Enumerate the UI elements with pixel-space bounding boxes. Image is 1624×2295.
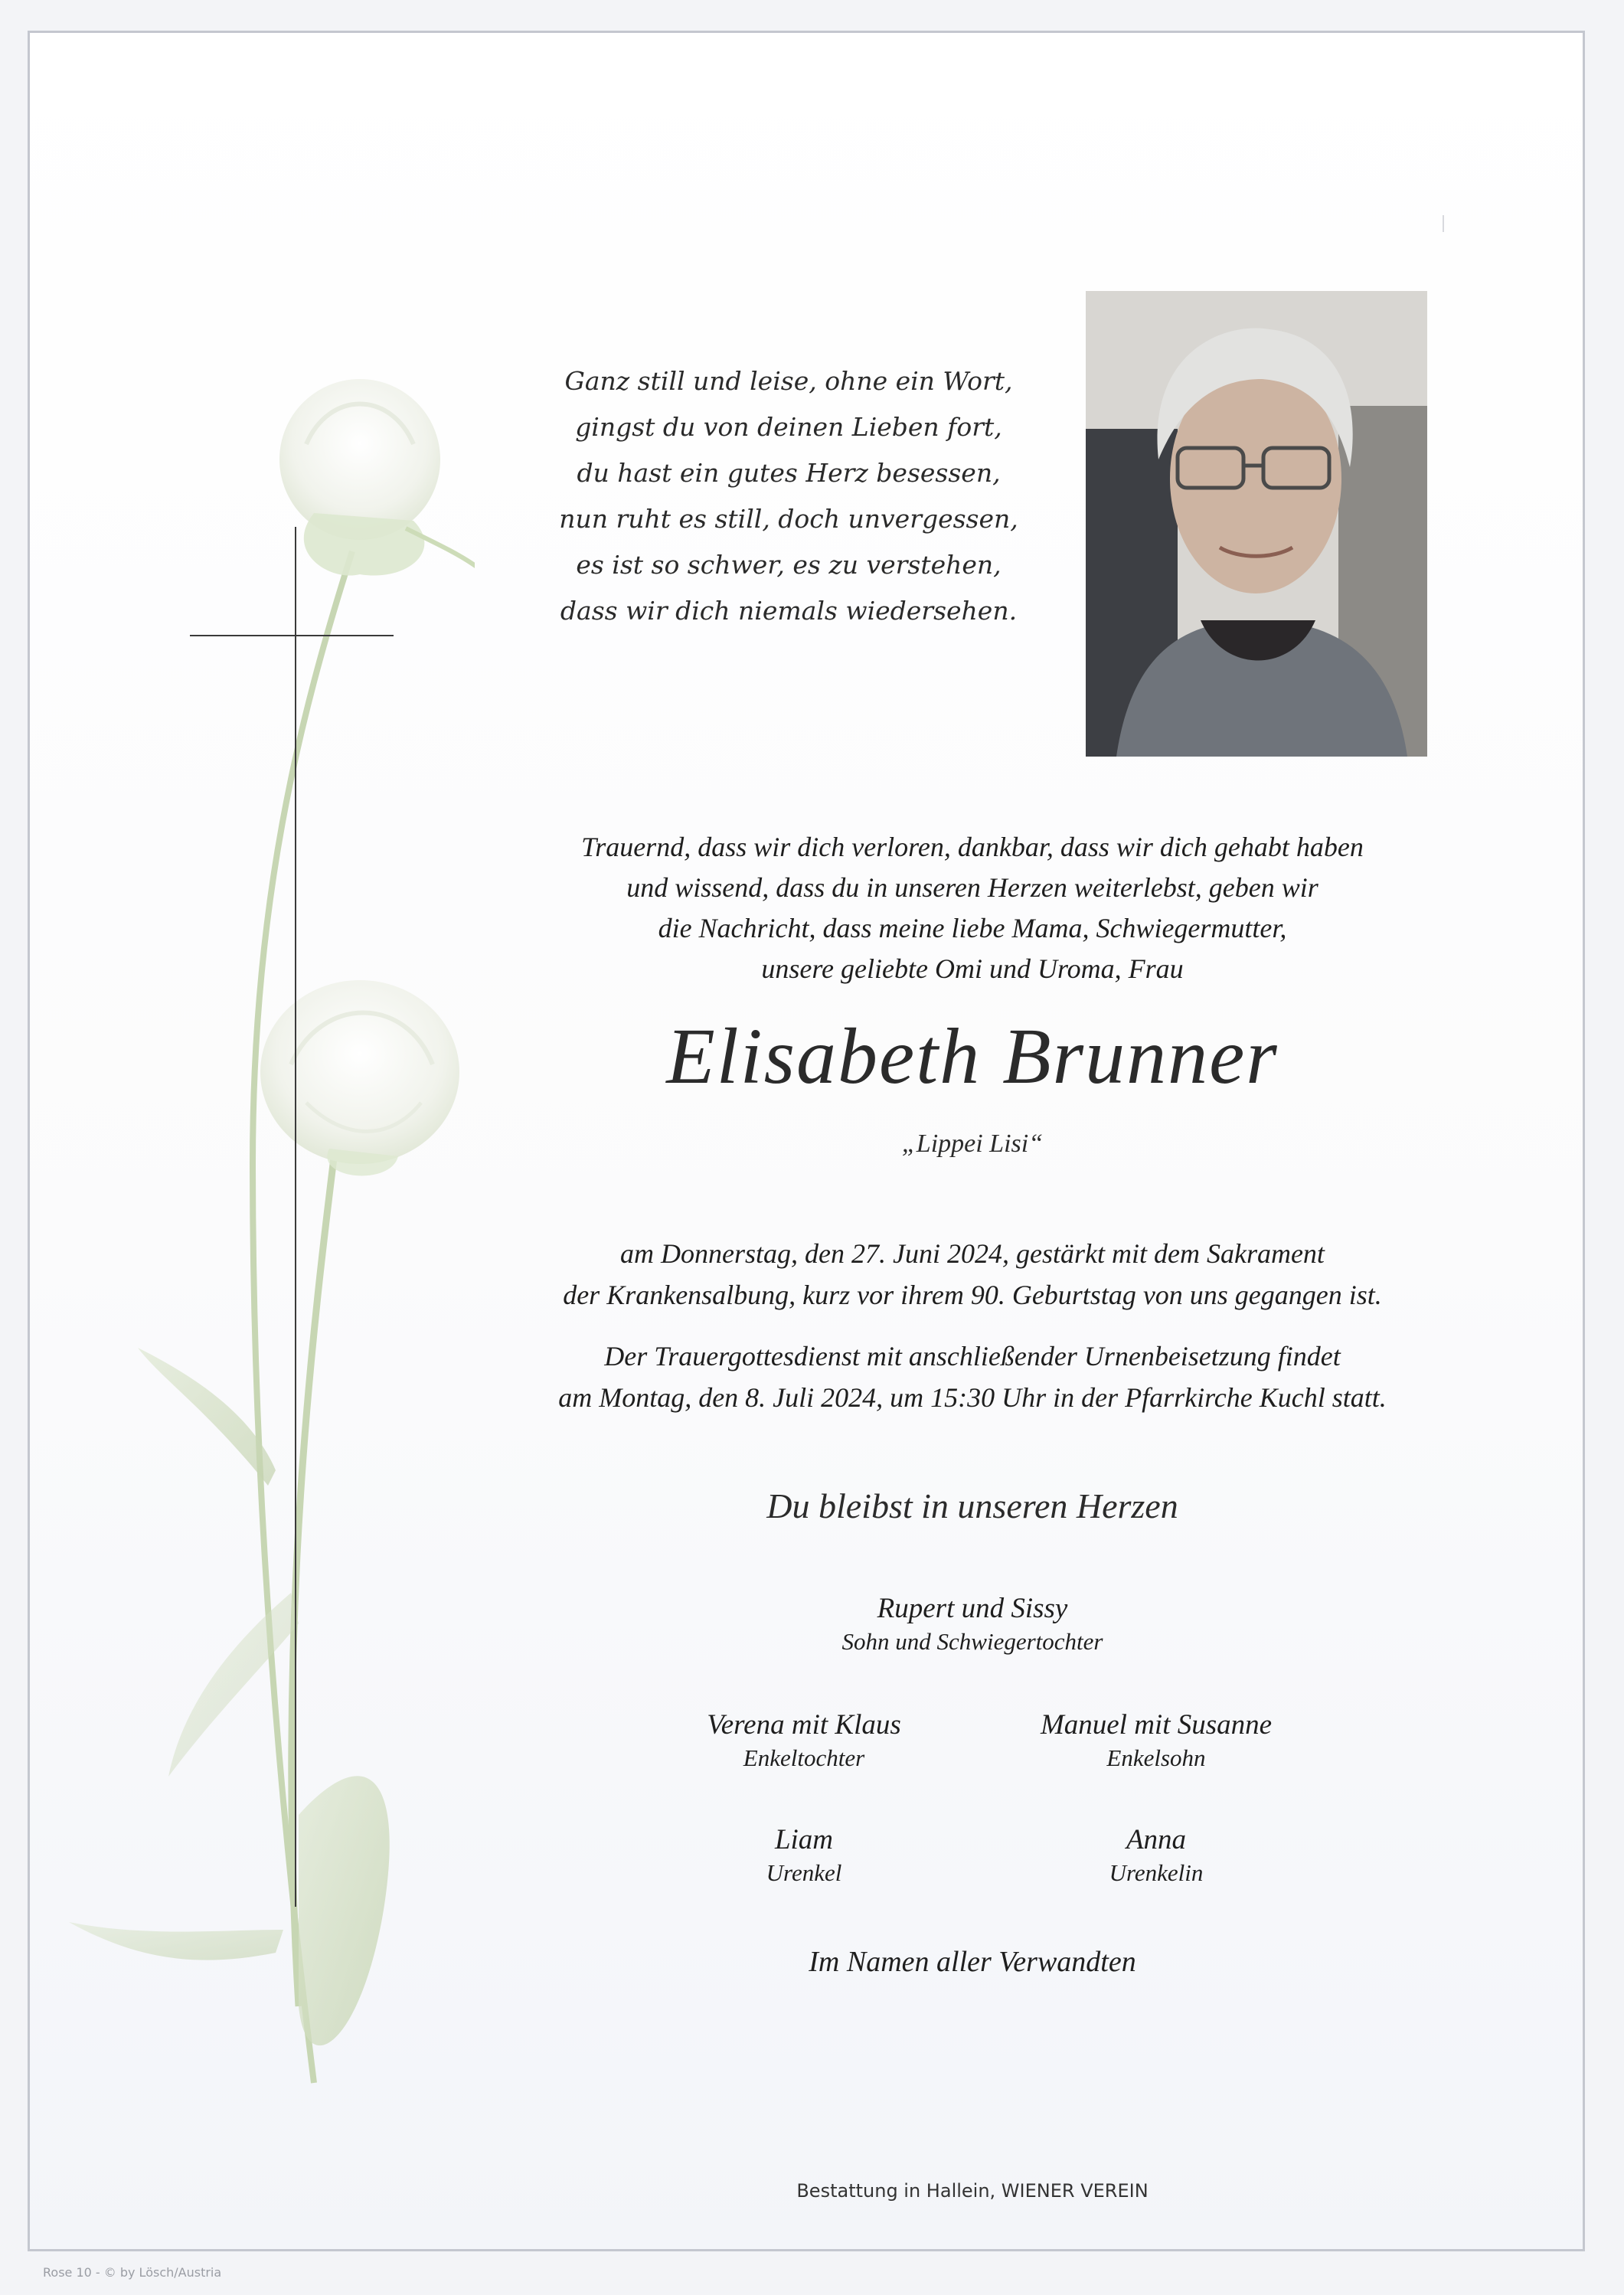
deceased-name: Elisabeth Brunner bbox=[666, 1012, 1279, 1100]
deceased-nickname: „Lippei Lisi“ bbox=[901, 1130, 1044, 1158]
intro-line: unsere geliebte Omi und Uroma, Frau bbox=[761, 953, 1184, 984]
poem-line: gingst du von deinen Lieben fort, bbox=[575, 412, 1002, 442]
mourner-rupert-sissy bbox=[704, 1591, 1240, 1657]
intro-text bbox=[429, 827, 1516, 989]
print-credit: Rose 10 - © by Lösch/Austria bbox=[43, 2265, 222, 2280]
service-line: Der Trauergottesdienst mit anschließender Urnenbeisetzung findet bbox=[604, 1341, 1341, 1371]
funeral-home: Bestattung in Hallein, WIENER VEREIN bbox=[796, 2180, 1149, 2202]
intro-line: Trauernd, dass wir dich verloren, dankbar, dass wir dich gehabt haben bbox=[581, 832, 1364, 862]
mourner-relation: Urenkel bbox=[766, 1859, 842, 1886]
closing-line: Im Namen aller Verwandten bbox=[809, 1946, 1136, 1978]
mourner-name: Liam bbox=[774, 1824, 834, 1855]
death-and-service-details bbox=[429, 1233, 1516, 1418]
deceased-portrait-photo bbox=[1086, 291, 1427, 757]
cross-horizontal bbox=[190, 635, 394, 636]
white-rose-decoration bbox=[46, 322, 475, 2159]
upper-rose bbox=[279, 379, 475, 605]
mourner-name: Rupert und Sissy bbox=[877, 1593, 1068, 1624]
mourner-name: Manuel mit Susanne bbox=[1040, 1709, 1273, 1741]
motto: Du bleibst in unseren Herzen bbox=[766, 1486, 1178, 1525]
scan-mark bbox=[1443, 215, 1444, 232]
mourner-verena-klaus bbox=[613, 1708, 995, 1774]
mourner-relation: Urenkelin bbox=[1109, 1859, 1204, 1886]
intro-line: die Nachricht, dass meine liebe Mama, Schwiegermutter, bbox=[658, 913, 1287, 943]
intro-line: und wissend, dass du in unseren Herzen weiterlebst, geben wir bbox=[626, 872, 1318, 903]
mourner-liam bbox=[689, 1823, 919, 1888]
cross-vertical bbox=[295, 527, 296, 1907]
death-line: der Krankensalbung, kurz vor ihrem 90. Geburtstag von uns gegangen ist. bbox=[563, 1280, 1382, 1310]
mourner-relation: Sohn und Schwiegertochter bbox=[841, 1628, 1103, 1655]
rose-leaf bbox=[69, 1922, 283, 1960]
mourner-anna bbox=[1041, 1823, 1271, 1888]
poem-line: es ist so schwer, es zu verstehen, bbox=[576, 550, 1002, 580]
mourner-manuel-susanne bbox=[957, 1708, 1355, 1774]
poem-line: nun ruht es still, doch unvergessen, bbox=[559, 504, 1018, 534]
poem-line: du hast ein gutes Herz besessen, bbox=[577, 458, 1001, 488]
mourner-relation: Enkeltochter bbox=[743, 1744, 865, 1771]
mourner-relation: Enkelsohn bbox=[1106, 1744, 1206, 1771]
poem-line: dass wir dich niemals wiedersehen. bbox=[560, 596, 1018, 626]
mourner-name: Anna bbox=[1126, 1824, 1187, 1855]
poem bbox=[475, 358, 1103, 634]
poem-line: Ganz still und leise, ohne ein Wort, bbox=[564, 366, 1013, 396]
lower-rose bbox=[260, 980, 459, 1175]
death-line: am Donnerstag, den 27. Juni 2024, gestärkt mit dem Sakrament bbox=[620, 1238, 1325, 1269]
rose-leaf bbox=[299, 1776, 390, 2045]
mourner-name: Verena mit Klaus bbox=[707, 1709, 901, 1741]
service-line: am Montag, den 8. Juli 2024, um 15:30 Uhr in der Pfarrkirche Kuchl statt. bbox=[558, 1382, 1387, 1413]
